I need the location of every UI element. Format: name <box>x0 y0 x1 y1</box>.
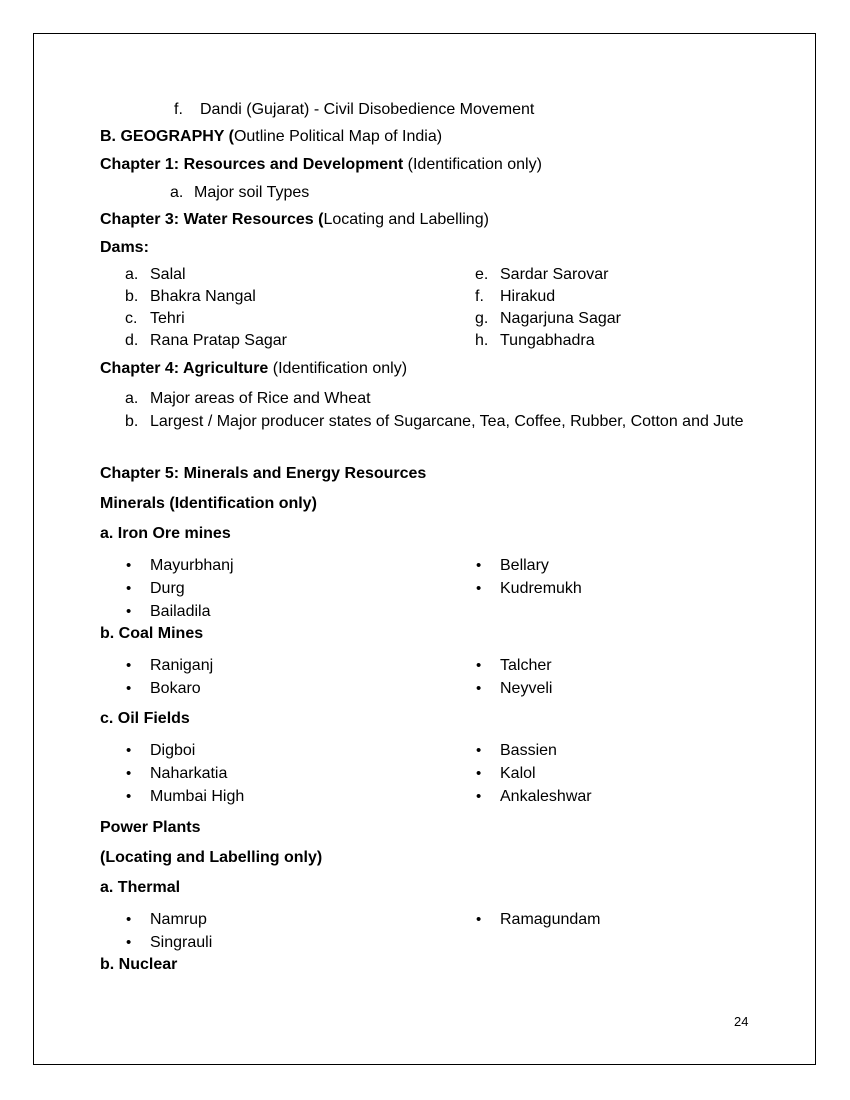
chapter-4-heading: Chapter 4: Agriculture (Identification only) <box>100 360 408 377</box>
thermal-heading: a. Thermal <box>100 879 181 896</box>
bullet-icon: • <box>476 765 482 782</box>
bullet-icon: • <box>126 657 132 674</box>
bullet-icon: • <box>476 557 482 574</box>
plant-item: Ramagundam <box>500 911 601 928</box>
nuclear-heading: b. Nuclear <box>100 956 178 973</box>
plant-item: Namrup <box>150 911 207 928</box>
bullet-icon: • <box>126 911 132 928</box>
mine-item: Kudremukh <box>500 580 582 597</box>
list-marker: c. <box>125 310 138 327</box>
bullet-icon: • <box>126 557 132 574</box>
bullet-icon: • <box>126 765 132 782</box>
bullet-icon: • <box>476 580 482 597</box>
power-plants-subheading: (Locating and Labelling only) <box>100 849 323 866</box>
mine-item: Bailadila <box>150 603 211 620</box>
plant-item: Singrauli <box>150 934 213 951</box>
mine-item: Mayurbhanj <box>150 557 234 574</box>
list-item: Major soil Types <box>194 184 310 201</box>
chapter-3-heading: Chapter 3: Water Resources (Locating and Labelling) <box>100 211 489 228</box>
list-marker: e. <box>475 266 489 283</box>
minerals-heading: Minerals (Identification only) <box>100 495 317 512</box>
dam-item: Hirakud <box>500 288 556 305</box>
mine-item: Neyveli <box>500 680 553 697</box>
dams-heading: Dams: <box>100 239 149 256</box>
mine-item: Bellary <box>500 557 549 574</box>
oil-field-item: Bassien <box>500 742 557 759</box>
mine-item: Raniganj <box>150 657 214 674</box>
bullet-icon: • <box>126 788 132 805</box>
list-marker: b. <box>125 288 139 305</box>
mine-item: Bokaro <box>150 680 201 697</box>
bullet-icon: • <box>476 911 482 928</box>
oil-field-item: Mumbai High <box>150 788 245 805</box>
bullet-icon: • <box>126 934 132 951</box>
coal-mines-heading: b. Coal Mines <box>100 625 204 642</box>
oil-field-item: Ankaleshwar <box>500 788 592 805</box>
dam-item: Sardar Sarovar <box>500 266 609 283</box>
list-marker: d. <box>125 332 139 349</box>
oil-field-item: Kalol <box>500 765 536 782</box>
oil-field-item: Naharkatia <box>150 765 228 782</box>
bullet-icon: • <box>476 742 482 759</box>
iron-ore-heading: a. Iron Ore mines <box>100 525 231 542</box>
bullet-icon: • <box>476 788 482 805</box>
page-number: 24 <box>734 1014 749 1029</box>
list-marker: a. <box>125 390 139 407</box>
mine-item: Talcher <box>500 657 552 674</box>
list-marker: a. <box>170 184 184 201</box>
bullet-icon: • <box>476 680 482 697</box>
dam-item: Rana Pratap Sagar <box>150 332 287 349</box>
list-item: Dandi (Gujarat) - Civil Disobedience Movement <box>200 101 535 118</box>
oil-fields-heading: c. Oil Fields <box>100 710 190 727</box>
dam-item: Salal <box>150 266 186 283</box>
bullet-icon: • <box>126 603 132 620</box>
list-item: Largest / Major producer states of Sugarcane, Tea, Coffee, Rubber, Cotton and Jute <box>150 413 744 430</box>
power-plants-heading: Power Plants <box>100 819 201 836</box>
oil-field-item: Digboi <box>150 742 196 759</box>
bullet-icon: • <box>126 580 132 597</box>
bullet-icon: • <box>476 657 482 674</box>
chapter-1-heading: Chapter 1: Resources and Development (Identification only) <box>100 156 542 173</box>
dam-item: Tehri <box>150 310 185 327</box>
dam-item: Nagarjuna Sagar <box>500 310 621 327</box>
bullet-icon: • <box>126 680 132 697</box>
list-marker: f. <box>174 101 183 118</box>
bullet-icon: • <box>126 742 132 759</box>
section-heading-geography: B. GEOGRAPHY (Outline Political Map of India) <box>100 128 443 145</box>
list-marker: f. <box>475 288 484 305</box>
list-item: Major areas of Rice and Wheat <box>150 390 371 407</box>
mine-item: Durg <box>150 580 185 597</box>
dam-item: Tungabhadra <box>500 332 595 349</box>
list-marker: h. <box>475 332 489 349</box>
list-marker: a. <box>125 266 139 283</box>
chapter-5-heading: Chapter 5: Minerals and Energy Resources <box>100 465 427 482</box>
list-marker: b. <box>125 413 139 430</box>
list-marker: g. <box>475 310 489 327</box>
dam-item: Bhakra Nangal <box>150 288 256 305</box>
